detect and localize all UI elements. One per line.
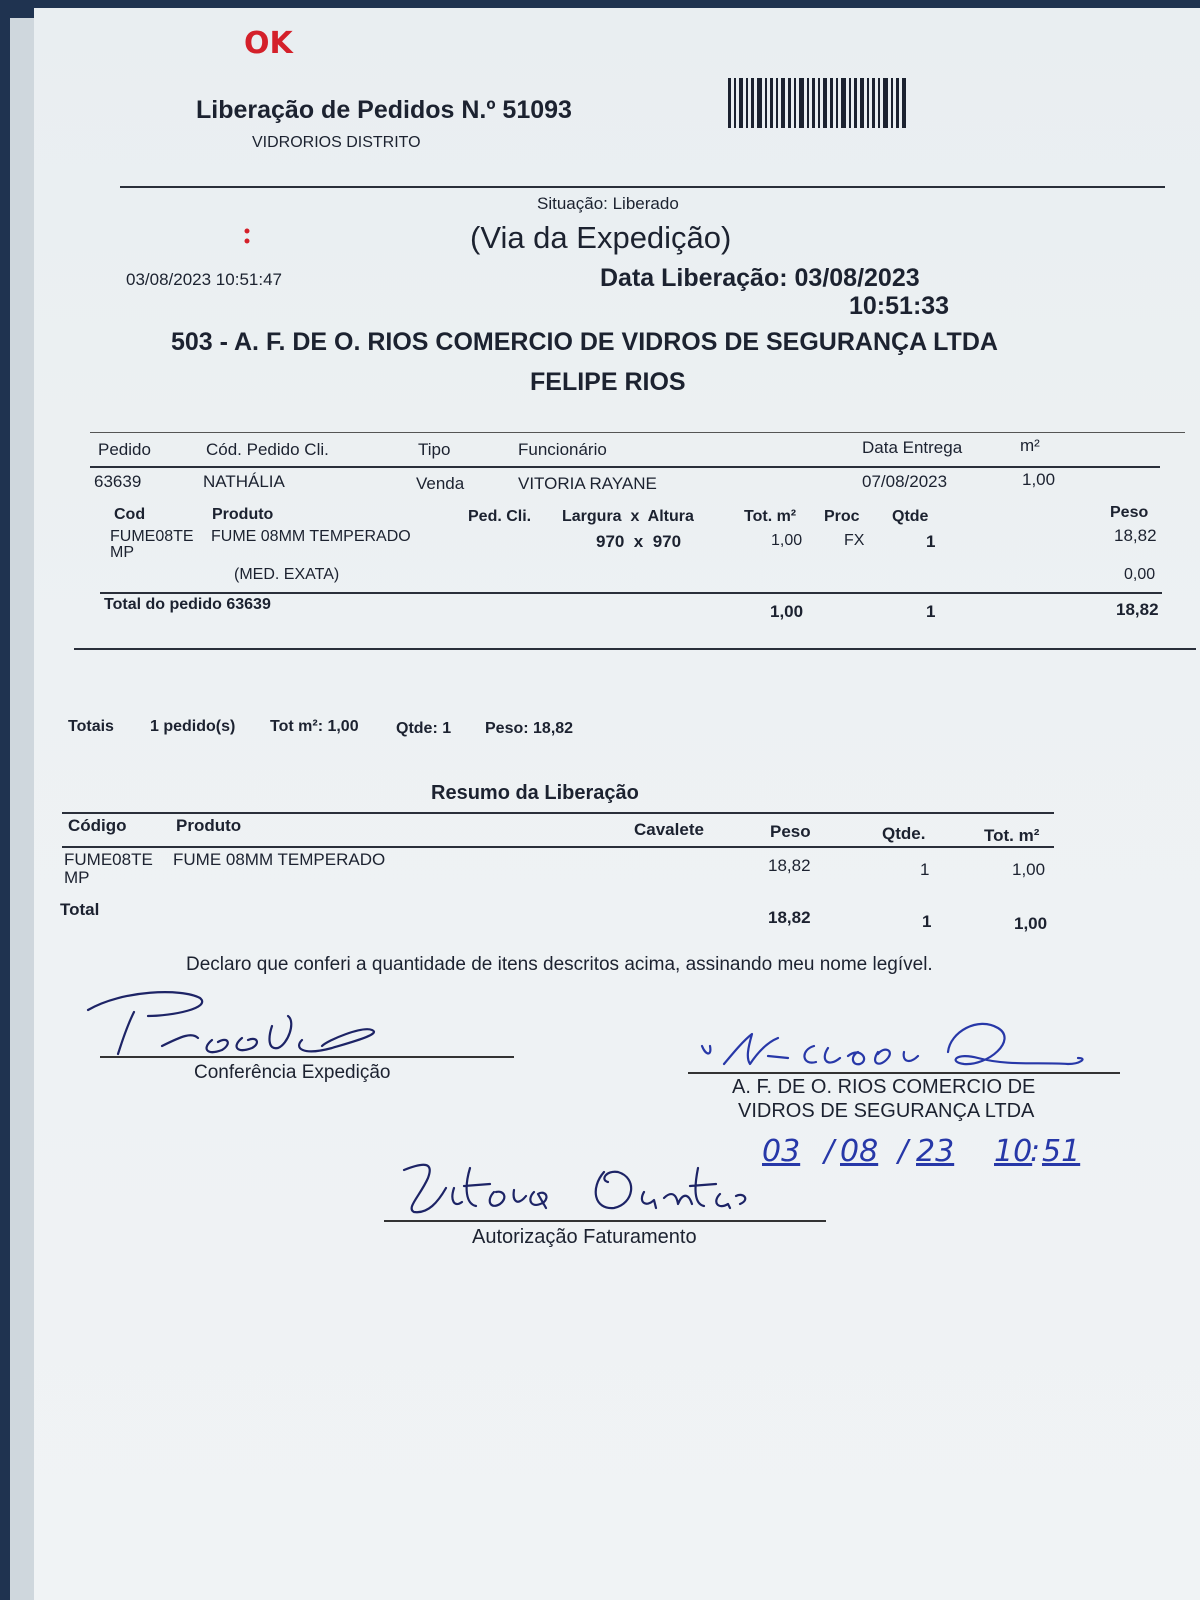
release-date: Data Liberação: 03/08/2023 (600, 264, 920, 292)
printed-timestamp: 03/08/2023 10:51:47 (126, 270, 282, 289)
resumo-header-tot-m2: Tot. m² (984, 826, 1040, 845)
totals-peso: Peso: 18,82 (485, 720, 574, 737)
signature-line-client (688, 1072, 1120, 1074)
item-header-qtde: Qtde (892, 508, 929, 525)
company-name: VIDRORIOS DISTRITO (252, 134, 421, 151)
resumo-qtde: 1 (920, 860, 930, 879)
order-total-qtde: 1 (926, 602, 936, 621)
row-funcionario: VITORIA RAYANE (518, 474, 657, 493)
totals-pedidos: 1 pedido(s) (150, 718, 236, 735)
label-autorizacao-faturamento: Autorização Faturamento (472, 1226, 697, 1248)
totals-qtde: Qtde: 1 (396, 720, 452, 737)
item-header-produto: Produto (212, 506, 274, 523)
totals-m2: Tot m²: 1,00 (270, 718, 359, 735)
resumo-header-cavalete: Cavalete (634, 820, 704, 839)
signature-conferencia (82, 986, 412, 1066)
item-note-value: 0,00 (1124, 566, 1156, 583)
label-conferencia-expedicao: Conferência Expedição (194, 1062, 391, 1083)
resumo-total-tot-m2: 1,00 (1014, 914, 1048, 933)
resumo-header-codigo: Código (68, 816, 127, 835)
item-dimensoes: 970 x 970 (596, 532, 682, 551)
handwritten-date-day: 03 (762, 1134, 801, 1169)
resumo-produto: FUME 08MM TEMPERADO (173, 850, 386, 869)
handwritten-date-sep2: / (898, 1134, 909, 1169)
header-m2: m² (1020, 436, 1040, 455)
client-signature-line1: A. F. DE O. RIOS COMERCIO DE (732, 1076, 1036, 1098)
signature-client (688, 1012, 1108, 1078)
signature-autorizacao (394, 1148, 754, 1228)
item-tot-m2: 1,00 (771, 532, 803, 549)
order-total-label: Total do pedido 63639 (104, 596, 271, 613)
item-peso: 18,82 (1114, 526, 1157, 545)
header-divider (120, 186, 1165, 188)
document-sheet (34, 8, 1200, 1600)
resumo-total-label: Total (60, 900, 100, 919)
header-pedido: Pedido (98, 440, 151, 459)
item-header-proc: Proc (824, 508, 860, 525)
totals-label: Totais (68, 718, 114, 735)
handwritten-date-year: 23 (916, 1134, 955, 1169)
resumo-codigo-line1: FUME08TE (64, 850, 153, 869)
client-signature-line2: VIDROS DE SEGURANÇA LTDA (738, 1100, 1035, 1122)
red-mark (244, 228, 249, 244)
order-header-divider (90, 466, 1160, 468)
item-header-peso: Peso (1110, 504, 1149, 521)
barcode (728, 78, 910, 128)
item-header-tot-m2: Tot. m² (744, 508, 797, 525)
order-section-bottom-line (74, 648, 1196, 650)
item-cod-line1: FUME08TE (110, 528, 194, 545)
header-cod-pedido-cli: Cód. Pedido Cli. (206, 440, 329, 459)
handwritten-date-month: 08 (840, 1134, 879, 1169)
row-pedido: 63639 (94, 472, 142, 491)
order-total-peso: 18,82 (1116, 600, 1159, 619)
resumo-total-qtde: 1 (922, 912, 932, 931)
handwritten-date-sep1: / (824, 1134, 835, 1169)
item-cod-line2: MP (110, 544, 134, 561)
item-header-ped-cli: Ped. Cli. (468, 508, 532, 525)
row-m2: 1,00 (1022, 470, 1056, 489)
resumo-tot-m2: 1,00 (1012, 860, 1046, 879)
handwritten-time-hour: 10 (994, 1134, 1033, 1169)
handwritten-time-sep: : (1030, 1134, 1041, 1169)
handwritten-time-minute: 51 (1042, 1134, 1081, 1169)
resumo-top-line (62, 812, 1054, 814)
ok-annotation: OK (244, 26, 293, 61)
document-title: Liberação de Pedidos N.º 51093 (196, 96, 572, 124)
item-header-cod: Cod (114, 506, 146, 523)
client-name: 503 - A. F. DE O. RIOS COMERCIO DE VIDROS DE SEGURANÇA LTDA (171, 328, 998, 356)
item-qtde: 1 (926, 532, 936, 551)
resumo-header-divider (62, 846, 1054, 848)
header-funcionario: Funcionário (518, 440, 607, 459)
order-table-top-line (90, 432, 1185, 433)
resumo-codigo-line2: MP (64, 868, 90, 887)
row-data-entrega: 07/08/2023 (862, 472, 948, 491)
order-total-divider (100, 592, 1162, 594)
resumo-header-qtde: Qtde. (882, 824, 926, 843)
resumo-header-peso: Peso (770, 822, 811, 841)
signature-line-autorizacao (384, 1220, 826, 1222)
row-tipo: Venda (416, 474, 465, 493)
item-produto: FUME 08MM TEMPERADO (211, 528, 411, 545)
item-proc: FX (844, 532, 865, 549)
header-data-entrega: Data Entrega (862, 438, 963, 457)
header-tipo: Tipo (418, 440, 451, 459)
order-total-m2: 1,00 (770, 602, 804, 621)
declaration-text: Declaro que conferi a quantidade de itens descritos acima, assinando meu nome legível. (186, 954, 933, 975)
via-label: (Via da Expedição) (470, 220, 732, 255)
item-header-dimensoes: Largura x Altura (562, 508, 694, 525)
row-cod-pedido-cli: NATHÁLIA (203, 472, 285, 491)
resumo-title: Resumo da Liberação (431, 782, 639, 804)
resumo-peso: 18,82 (768, 856, 811, 875)
client-contact: FELIPE RIOS (530, 368, 686, 396)
release-time: 10:51:33 (849, 292, 950, 320)
signature-line-conferencia (100, 1056, 514, 1058)
resumo-header-produto: Produto (176, 816, 242, 835)
resumo-total-peso: 18,82 (768, 908, 811, 927)
item-note: (MED. EXATA) (234, 566, 340, 583)
status-text: Situação: Liberado (537, 194, 679, 213)
